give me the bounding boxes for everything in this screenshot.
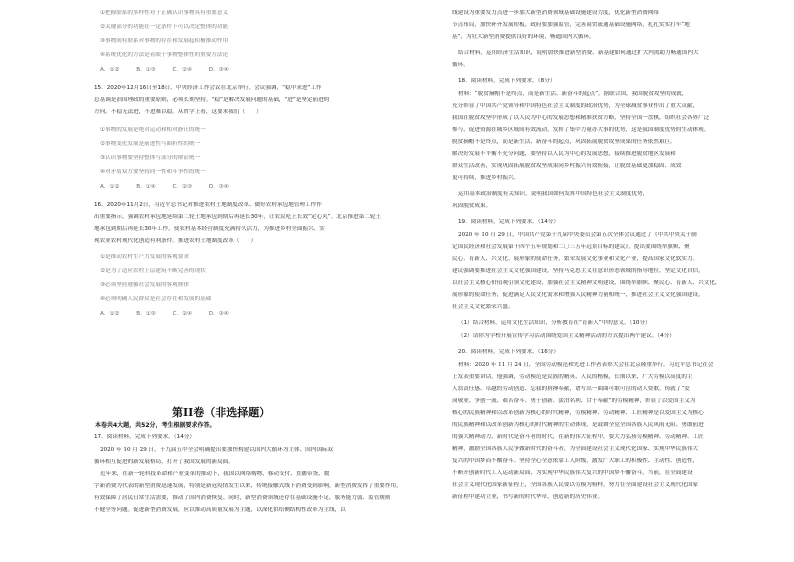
answer-option: ①是推动农村生产力发展的客观要求 [100,254,189,260]
material-text: 有效保障了居民日常生活需要，推动了国内消费恢复。同时，新型消费领域还存在基础设施不足、服务能力弱、监管规则 [94,495,391,501]
material-text: 充分彰显了中国共产党领导和中国特色社会主义制度的政治优势，为全球减贫事业作出了重大贡献， [452,103,699,109]
question-16-stem: 地承包到期后再延长30年工作，使农村基本经营制度充满持久活力，为推进乡村全面振兴、实 [94,226,325,232]
material-text: 解决好发展不平衡不充分问题，要坚持以人民为中心的发展思想，接续推进脱贫地区发展和 [452,151,676,157]
material-text: 展形象的使命任务，促进满足人民文化需求和增强人民精神力量相统一，推进社会主义文化强国建设， [452,292,704,298]
task-text: 巩固脱贫成果。 [452,203,492,209]
question-16-stem: 现农业农村现代化创造有利条件。推进农村土地制度改革（ ） [94,238,257,244]
answer-option: ②是为了适应农村上层建筑不断完善的现状 [100,268,206,274]
material-text: 的强大精神动力。新时代是奋斗者的时代，在新的伟大征程中，要大力弘扬劳模精神、劳动精神、工匠 [452,434,704,440]
left-column [94,0,434,562]
material-text: 精神，激励全国各族人民争做新时代的奋斗者，为全面建设社会主义现代化国家、实现中华民族伟大 [452,446,699,452]
material-text: 上发表重要讲话，他强调，劳动模范是民族的精英、人民的楷模，长期以来，广大劳模以高度的主 [452,374,693,380]
question-17-heading: 17．阅读材料，完成下列要求。（14分） [94,434,195,440]
section-note: 本卷共4大题，共52分，考生根据要求作答。 [95,422,216,429]
answer-option: ③事物间有联系对事物的存在和发展起积极推动作用 [100,38,229,44]
material-text: 近年来，在新一轮科技革命和产业变革的推动下，我国以网络购物、移动支付、直播带货、数 [100,471,330,477]
answer-option: ③必须坚持遵循社会发展的客观规律 [100,282,189,288]
choice-line: A．①② B．①③ C．②④ D．③④ [100,311,229,317]
material-text: 我国在脱贫攻坚中形成了以人民为中心的发展思想和精准扶贫方略，坚持全国一盘棋，组织社会各界广泛 [452,115,710,121]
material-text: 民心、育新人、兴文化、展形象的使命任务，繁荣发展文化事业和文化产业，提高国家文化软实力。 [452,256,699,262]
choice-line: A．①② B．①④ C．②③ D．③④ [100,184,229,190]
material-text: 的民族精神和以改革创新为核心的时代精神的生动体现，是鼓舞全党全国各族人民风雨无阻、勇敢前进 [452,422,704,428]
material-text: 2020 年 10 月 29 日，十九届五中全会明确提出要加快构建以国内大循环为主体、国内国际双 [100,447,334,453]
task-text: （2）请你为学校开展宣传学习活动围绕爱国主义精神活动的方式提出两个建议。（4分） [458,333,675,339]
material-text: 线建设为重要发力点进一步加大新型消费领域基础设施建设力度，优化新型消费网络 [452,10,659,16]
answer-option: ④对矛盾双方要坚持同一性和斗争性的统一 [100,169,206,175]
material-text: 2020 年 10 月 29 日，中国共产党第十九届中央委员会第五次全体会议通过了《中共中央关于制 [458,232,697,238]
material-text: 定国民经济和社会发展第十四个五年规划和二〇三五年远景目标的建议》，提出要围绕举旗帜、聚 [452,244,690,250]
material-text: 字新消费为代表的新型消费迅速发展，特别是新冠疫情发生以来，传统接触式线下消费受到影响，新型消费发挥了重要作用， [94,483,402,489]
answer-option: ②关键部分的功能在一定条件下可以决定整体的功能 [100,24,229,30]
material-text: 不断开创新时代工人运动新局面，为实现中华民族伟大复兴的中国梦不懈奋斗。当前，在全面建设 [452,470,693,476]
task-text: 循环。 [452,62,469,68]
material-text: 循环相互促进的新发展格局，打开了我国发展的新局面。 [94,459,234,465]
material-text: 材料：“脱贫摘帽不是终点，而是新生活、新奋斗的起点”。据联合国，我国脱贫攻坚的成就， [458,91,688,97]
question-20-heading: 20．阅读材料，完成下列要求。（16分） [458,349,559,355]
question-18-heading: 18．阅读材料，完成下列要求。（8分） [458,78,556,84]
material-text: 材料：2020 年 11 月 24 日，全国劳动模范和先进工作者表彰大会在北京隆重举行。习近平总书记在会 [458,362,714,368]
material-text: 基”，为壮大新型消费提供良好的环境，畅通国内大循环。 [452,34,595,40]
material-text: 岗敬业、争创一流、艰苦奋斗、勇于创新、淡泊名利、甘于奉献”的劳模精神，彰显了以爱国主义为 [452,398,696,404]
material-text: 建议强调要推进社会主义文化强国建设，坚持马克思主义在意识形态领域的指导地位，坚定文化自信， [452,268,704,274]
material-text: 人翁责任感、卓越的劳动创造、忘我的拼搏奉献，谱写出一曲曲可歌可泣的动人赞歌，铸就了“爱 [452,386,690,392]
material-text: 复兴的中国梦而不懈奋斗。坚持全心全意依靠工人阶级，激发广大职工的积极性、主动性、创造性， [452,458,699,464]
answer-option: ①把握联系的多样性对于正确认识事物具有重要意义 [100,10,229,16]
question-15-stem: 15．2020年12月16日至18日，中央经济工作会议在北京举行。会议强调，“稳中求进”工作 [94,85,322,91]
material-text: 脱贫摘帽不是终点，而是新生活、新奋斗的起点，巩固拓展脱贫攻坚成果的任务依然艰巨。 [452,139,676,145]
material-text: 新征程中建功立业，书写新的时代华章，创造新的历史伟业。 [452,494,604,500]
material-text: 不健全等问题。促进新型消费发展，应以推动高质量发展为主题，以深化供给侧结构性改革为主线，以 [94,507,346,513]
material-text: 更可持续，推进乡村振兴。 [452,175,520,181]
material-text: 核心的民族精神和以改革创新为核心的时代精神，劳模精神、劳动精神、工匠精神是以爱国主义为核心 [452,410,704,416]
answer-option: ③认识事物要坚持整体与部分的辩证统一 [100,155,201,161]
task-text: 运用基本政治制度有关知识，说明我国如何发挥中国特色社会主义制度优势， [458,191,649,197]
material-text: 群众生活改善，实现巩固拓展脱贫攻坚成果同乡村振兴有效衔接，让脱贫基础更加稳固、成效 [452,163,682,169]
question-15-stem: 方向。不稳无法进，不进难以稳。从哲学上看，这要求我们（ ） [94,109,262,115]
section-title: 第II卷（非选择题） [172,406,271,419]
material-text: 社会主义现代化国家新征程上，全国各族人民要以劳模为榜样，努力在全面建设社会主义现代化国家 [452,482,699,488]
material-text: 节点布局，加快补齐发展短板。政府要加强监管，完善商贸流通基础设施网络，扎扎实实打牢“地 [452,22,690,28]
material-text: 参与，促进资源在城乡区域间有效流动，发挥了集中力量办大事的优势，这是我国制度优势的生动体现。 [452,127,710,133]
choice-line: A．①② B．①③ C．②④ D．③④ [100,67,229,73]
answer-option: ④必须明确人民群众是社会存在和发展的基础 [100,296,212,302]
question-16-stem: 16．2020年11月2日，习近平总书记对推进农村土地制度改革、做好农村承包地管理工作作 [94,202,322,208]
answer-option: ②事物变化发展是前进性与曲折性的统一 [100,141,201,147]
question-19-heading: 19．阅读材料，完成下列要求。（14分） [458,219,559,225]
task-text: （1）结合材料，运用文化生活知识，分析教育在“育新人”中的意义。（10分） [458,320,651,326]
question-15-stem: 总基调是治国理政的重要原则，必须长期坚持。“稳”是解决发展问题的基础，“进”是坚定前进的 [94,97,330,103]
question-16-stem: 出重要指示，强调农村承包地延续第二轮土地承包到期后再延长30年，让农民吃上长效“定心丸”。北京推进第二轮土 [94,214,382,220]
material-text: 社会主义文化繁荣兴盛。 [452,304,514,310]
task-text: 结合材料，运用经济生活知识，说明加快推进新型消费、新基建如何通过扩大内需助力畅通国内大 [458,50,699,56]
answer-option: ④系统优化的方法是着眼于事物整体性的重要方法论 [100,52,229,58]
answer-option: ①事物的发展是绝对运动和相对静止的统一 [100,127,206,133]
material-text: 以社会主义核心价值观引领文化建设，加强社会主义精神文明建设，围绕举旗帜、聚民心、育新人、兴文化、 [452,280,721,286]
right-column [452,0,774,562]
